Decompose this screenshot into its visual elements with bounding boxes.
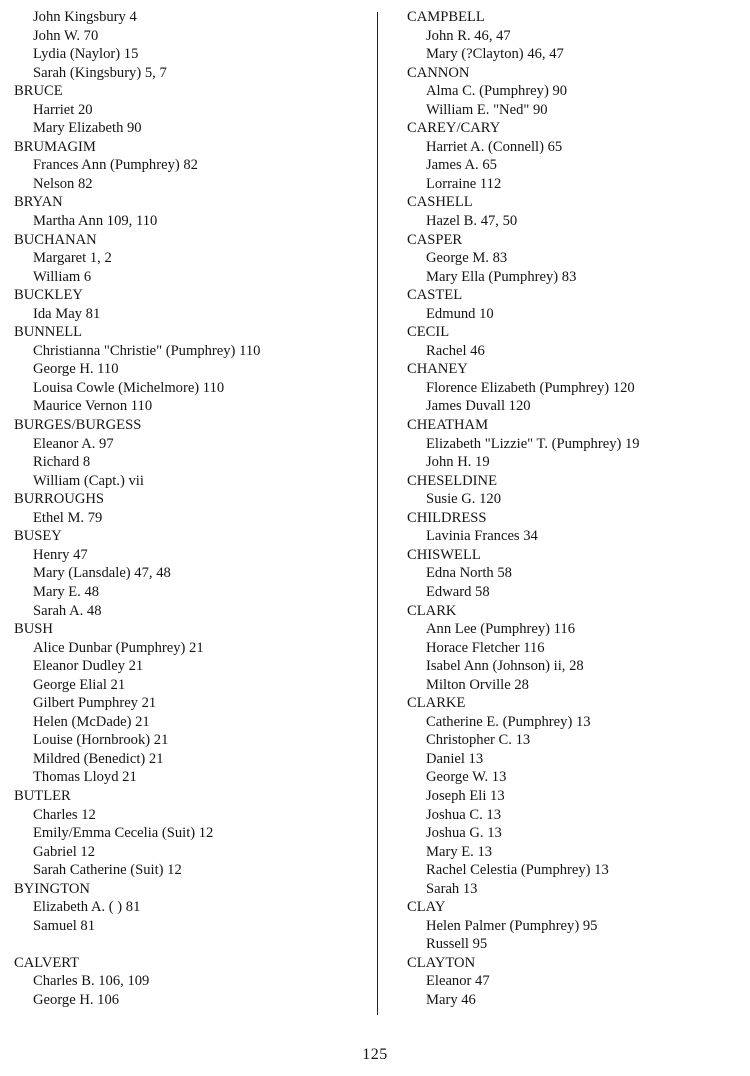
index-surname-heading: CHILDRESS: [407, 509, 487, 526]
index-entry: Edward 58: [426, 583, 490, 600]
index-entry: Mary E. 48: [33, 583, 100, 600]
index-entry: William E. "Ned" 90: [426, 101, 548, 118]
index-entry: John W. 70: [33, 27, 99, 44]
index-entry: Lorraine 112: [426, 175, 502, 192]
index-entry: Ethel M. 79: [33, 509, 103, 526]
index-entry: Margaret 1, 2: [33, 250, 112, 267]
index-entry: Mary 46: [426, 991, 476, 1008]
index-entry: Edna North 58: [426, 565, 512, 582]
index-entry: Mary Elizabeth 90: [33, 120, 142, 137]
index-entry: Joshua G. 13: [426, 825, 502, 842]
index-entry: Richard 8: [33, 454, 91, 471]
index-entry: Martha Ann 109, 110: [33, 213, 158, 230]
index-entry: Mildred (Benedict) 21: [33, 750, 164, 767]
index-entry: Rachel 46: [426, 342, 485, 359]
index-entry: Harriet A. (Connell) 65: [426, 138, 563, 155]
index-entry: Frances Ann (Pumphrey) 82: [33, 157, 198, 174]
index-surname-heading: BRUCE: [14, 83, 63, 100]
index-surname-heading: BYINGTON: [14, 880, 90, 897]
index-entry: John H. 19: [426, 454, 490, 471]
index-surname-heading: CHESELDINE: [407, 472, 497, 489]
index-entry: Mary E. 13: [426, 843, 493, 860]
index-surname-heading: CECIL: [407, 324, 450, 341]
index-surname-heading: BURROUGHS: [14, 491, 105, 508]
index-entry: William 6: [33, 268, 92, 285]
index-entry: Emily/Emma Cecelia (Suit) 12: [33, 825, 214, 842]
index-entry: Sarah (Kingsbury) 5, 7: [33, 64, 167, 81]
index-entry: John R. 46, 47: [426, 27, 511, 44]
index-entry: Eleanor A. 97: [33, 435, 114, 452]
index-entry: Thomas Lloyd 21: [33, 769, 137, 786]
index-entry: Eleanor 47: [426, 973, 490, 990]
index-surname-heading: CLARKE: [407, 695, 466, 712]
index-surname-heading: BUTLER: [14, 787, 71, 804]
index-entry: George Elial 21: [33, 676, 126, 693]
index-surname-heading: CAMPBELL: [407, 9, 485, 25]
index-entry: Alice Dunbar (Pumphrey) 21: [33, 639, 204, 656]
index-entry: Lavinia Frances 34: [426, 528, 538, 545]
index-entry: Isabel Ann (Johnson) ii, 28: [426, 658, 584, 675]
index-surname-heading: BRUMAGIM: [14, 138, 96, 155]
index-entry: Mary Ella (Pumphrey) 83: [426, 268, 577, 285]
index-entry: James A. 65: [426, 157, 497, 174]
index-entry: Elizabeth A. ( ) 81: [33, 899, 141, 916]
index-surname-heading: BUSH: [14, 621, 53, 638]
index-entry: George M. 83: [426, 250, 508, 267]
index-entry: Eleanor Dudley 21: [33, 658, 144, 675]
index-entry: Milton Orville 28: [426, 676, 529, 693]
index-entry: Charles 12: [33, 806, 96, 823]
index-entry: Helen (McDade) 21: [33, 713, 150, 730]
index-surname-heading: CLAYTON: [407, 954, 476, 971]
index-entry: Charles B. 106, 109: [33, 973, 150, 990]
index-column-right: [407, 8, 742, 1010]
index-entry: Sarah A. 48: [33, 602, 102, 619]
index-surname-heading: BUCHANAN: [14, 231, 97, 248]
index-entry: Maurice Vernon 110: [33, 398, 153, 415]
page-number: 125: [362, 1046, 388, 1063]
index-entry: Florence Elizabeth (Pumphrey) 120: [426, 379, 635, 396]
index-surname-heading: BUNNELL: [14, 324, 83, 341]
index-entry: William (Capt.) vii: [33, 472, 144, 489]
index-spacer: [14, 935, 369, 954]
index-entry: Rachel Celestia (Pumphrey) 13: [426, 862, 609, 879]
index-surname-heading: CASPER: [407, 231, 463, 248]
index-entry: Gabriel 12: [33, 843, 96, 860]
index-entry: Harriet 20: [33, 101, 93, 118]
index-entry: George H. 110: [33, 361, 119, 378]
index-entry: George W. 13: [426, 769, 507, 786]
index-surname-heading: CALVERT: [14, 954, 80, 971]
index-entry: Samuel 81: [33, 917, 96, 934]
column-divider: [377, 12, 378, 1015]
index-surname-heading: BUCKLEY: [14, 287, 83, 304]
index-surname-heading: BUSEY: [14, 528, 62, 545]
index-entry: Ann Lee (Pumphrey) 116: [426, 621, 576, 638]
index-entry: Mary (?Clayton) 46, 47: [426, 46, 564, 63]
index-surname-heading: BRYAN: [14, 194, 63, 211]
index-entry: Ida May 81: [33, 305, 101, 322]
index-entry: Louisa Cowle (Michelmore) 110: [33, 379, 225, 396]
index-surname-heading: CLAY: [407, 899, 446, 916]
index-entry: John Kingsbury 4: [33, 9, 137, 25]
index-entry: Horace Fletcher 116: [426, 639, 545, 656]
index-entry: James Duvall 120: [426, 398, 531, 415]
index-entry: Joseph Eli 13: [426, 787, 505, 804]
index-surname-heading: CHISWELL: [407, 546, 481, 563]
index-entry: Helen Palmer (Pumphrey) 95: [426, 917, 598, 934]
index-entry: Christianna "Christie" (Pumphrey) 110: [33, 342, 261, 359]
index-entry: Nelson 82: [33, 175, 93, 192]
index-entry: Sarah Catherine (Suit) 12: [33, 862, 182, 879]
index-entry: Elizabeth "Lizzie" T. (Pumphrey) 19: [426, 435, 640, 452]
index-entry: Sarah 13: [426, 880, 478, 897]
index-surname-heading: CAREY/CARY: [407, 120, 501, 137]
index-surname-heading: CHEATHAM: [407, 417, 489, 434]
index-entry: Louise (Hornbrook) 21: [33, 732, 169, 749]
index-entry: Susie G. 120: [426, 491, 501, 508]
index-entry: Mary (Lansdale) 47, 48: [33, 565, 171, 582]
index-column-left: [14, 8, 369, 1010]
index-entry: Gilbert Pumphrey 21: [33, 695, 157, 712]
index-surname-heading: BURGES/BURGESS: [14, 417, 142, 434]
index-entry: Lydia (Naylor) 15: [33, 46, 139, 63]
index-surname-heading: CASTEL: [407, 287, 463, 304]
index-entry: Catherine E. (Pumphrey) 13: [426, 713, 591, 730]
index-entry: Alma C. (Pumphrey) 90: [426, 83, 568, 100]
index-entry: George H. 106: [33, 991, 120, 1008]
index-entry: Henry 47: [33, 546, 88, 563]
index-entry: Hazel B. 47, 50: [426, 213, 518, 230]
index-entry: Christopher C. 13: [426, 732, 531, 749]
index-surname-heading: CLARK: [407, 602, 457, 619]
index-entry: Daniel 13: [426, 750, 484, 767]
index-surname-heading: CHANEY: [407, 361, 468, 378]
index-surname-heading: CASHELL: [407, 194, 473, 211]
index-entry: Russell 95: [426, 936, 488, 953]
index-entry: Edmund 10: [426, 305, 494, 322]
index-entry: Joshua C. 13: [426, 806, 501, 823]
index-surname-heading: CANNON: [407, 64, 470, 81]
